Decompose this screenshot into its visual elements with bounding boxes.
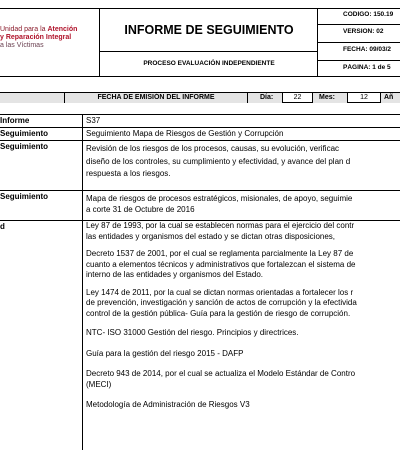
row-objetivo xyxy=(0,140,400,190)
normatividad-label: d xyxy=(0,222,5,231)
seguimiento-value: Seguimiento Mapa de Riesgos de Gestión y Corrupción xyxy=(86,129,284,138)
process-subtitle: PROCESO EVALUACIÓN INDEPENDIENTE xyxy=(143,60,275,67)
norma-paragraph xyxy=(86,221,400,242)
document-metadata xyxy=(318,8,400,76)
logo-line-1-bold: Atención xyxy=(47,26,78,33)
meta-divider xyxy=(318,60,400,61)
alcance-line: Mapa de riesgos de procesos estratégicos, misionales, de apoyo, seguimie xyxy=(86,194,353,203)
objetivo-line: Revisión de los riesgos de los procesos, causas, su evolución, verificac xyxy=(86,144,340,153)
alcance-label: Seguimiento xyxy=(0,192,49,201)
objetivo-line: respuesta a los riesgos. xyxy=(86,169,171,178)
norma-line: (MECI) xyxy=(86,379,112,389)
informe-label: Informe xyxy=(0,116,30,125)
norma-paragraph xyxy=(86,288,400,320)
document-header xyxy=(0,8,400,76)
norma-line: de prevención, investigación y sanción de actos de corrupción y la efectivida xyxy=(86,298,357,307)
seguimiento-label: Seguimiento xyxy=(0,129,49,138)
normatividad-value xyxy=(86,221,400,411)
emission-date-label: FECHA DE EMISIÓN DEL INFORME xyxy=(65,93,248,103)
date-strip-spacer xyxy=(0,93,65,103)
norma-paragraph xyxy=(86,328,400,339)
logo-cell xyxy=(0,8,100,76)
logo-line-2: y Reparación Integral xyxy=(0,34,72,41)
day-value: 22 xyxy=(283,93,313,103)
norma-line: Guía para la gestión del riesgo 2015 - DAFP xyxy=(86,348,244,358)
emission-date-strip xyxy=(0,92,400,103)
norma-line: NTC- ISO 31000 Gestión del riesgo. Principios y directrices. xyxy=(86,328,299,337)
objetivo-label: Seguimiento xyxy=(0,142,49,151)
norma-line: cuanto a elementos técnicos y administrativos que fortalezcan el sistema de xyxy=(86,259,356,269)
norma-paragraph xyxy=(86,369,400,390)
logo-line-3: a las Víctimas xyxy=(0,42,44,49)
header-bottom-border xyxy=(0,76,400,77)
meta-divider xyxy=(318,42,400,43)
informe-value: S37 xyxy=(86,116,101,125)
norma-line: Ley 1474 de 2011, por la cual se dictan normas orientadas a fortalecer los r xyxy=(86,287,354,297)
objetivo-line: diseño de los controles, su cumplimiento y efectividad, y avance del plan d xyxy=(86,156,351,166)
norma-line: Ley 87 de 1993, por la cual se establecen normas para el ejercicio del contr xyxy=(86,221,355,230)
objetivo-value xyxy=(86,143,400,181)
row-normatividad xyxy=(0,220,400,450)
day-label: Día: xyxy=(248,93,283,103)
norma-paragraph xyxy=(86,249,400,281)
norma-paragraph xyxy=(86,349,400,360)
row-informe xyxy=(0,114,400,127)
norma-line: Metodología de Administración de Riesgos V3 xyxy=(86,400,250,409)
alcance-value xyxy=(86,194,400,215)
meta-divider xyxy=(318,24,400,25)
month-label: Mes: xyxy=(313,93,348,103)
norma-paragraph xyxy=(86,400,400,411)
document-title: INFORME DE SEGUIMIENTO xyxy=(100,8,318,52)
row-alcance xyxy=(0,190,400,220)
organization-logo xyxy=(0,26,100,50)
alcance-line: a corte 31 de Octubre de 2016 xyxy=(86,204,195,214)
version-field: VERSIÓN: 02 xyxy=(343,28,384,35)
norma-line: control de la gestión pública- Guía para la gestión de riesgo de corrupción. xyxy=(86,308,351,318)
row-seguimiento xyxy=(0,127,400,140)
norma-line: Decreto 1537 de 2001, por el cual se reglamenta parcialmente la Ley 87 de xyxy=(86,249,354,258)
codigo-field: CODIGO: 150.19 xyxy=(343,11,394,18)
norma-line: las entidades y organismos del estado y se dictan otras disposiciones, xyxy=(86,231,336,241)
title-cell xyxy=(100,8,318,76)
norma-line: Decreto 943 de 2014, por el cual se actualiza el Modelo Estándar de Contro xyxy=(86,369,356,378)
norma-line: interno de las entidades y organismos del Estado. xyxy=(86,270,263,279)
logo-line-1: Unidad para la xyxy=(0,26,48,33)
fecha-field: FECHA: 09/03/2 xyxy=(343,46,392,53)
year-label: Añ xyxy=(381,93,400,103)
month-value: 12 xyxy=(348,93,381,103)
pagina-field: PÁGINA: 1 de 5 xyxy=(343,64,391,71)
